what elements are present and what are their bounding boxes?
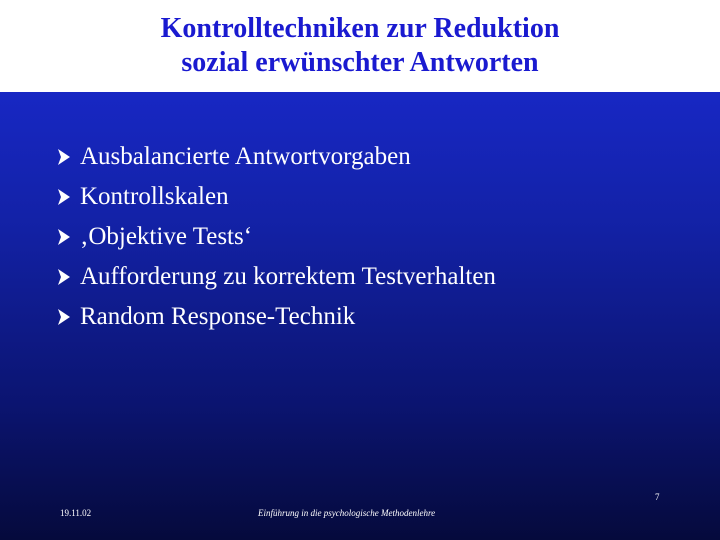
arrow-bullet-icon	[57, 228, 71, 246]
bullet-item	[57, 177, 496, 217]
bullet-label: Aufforderung zu korrektem Testverhalten	[80, 263, 496, 290]
footer-title: Einführung in die psychologische Methodenlehre	[258, 508, 436, 518]
slide-title-line-1: Kontrolltechniken zur Reduktion	[160, 13, 560, 44]
bullet-label: Random Response-Technik	[80, 303, 356, 330]
bullet-item	[57, 297, 496, 337]
slide-title-line-2: sozial erwünschter Antworten	[181, 47, 539, 78]
bullet-list	[57, 137, 496, 337]
footer-date: 19.11.02	[60, 508, 92, 518]
bullet-item	[57, 257, 496, 297]
bullet-label: Ausbalancierte Antwortvorgaben	[80, 143, 411, 170]
arrow-bullet-icon	[57, 308, 71, 326]
page-number: 7	[655, 492, 660, 502]
bullet-item	[57, 137, 496, 177]
bullet-item	[57, 217, 496, 257]
title-bar	[0, 0, 720, 92]
arrow-bullet-icon	[57, 268, 71, 286]
arrow-bullet-icon	[57, 148, 71, 166]
bullet-label: Kontrollskalen	[80, 183, 229, 210]
arrow-bullet-icon	[57, 188, 71, 206]
bullet-label: ‚Objektive Tests‘	[80, 223, 253, 250]
